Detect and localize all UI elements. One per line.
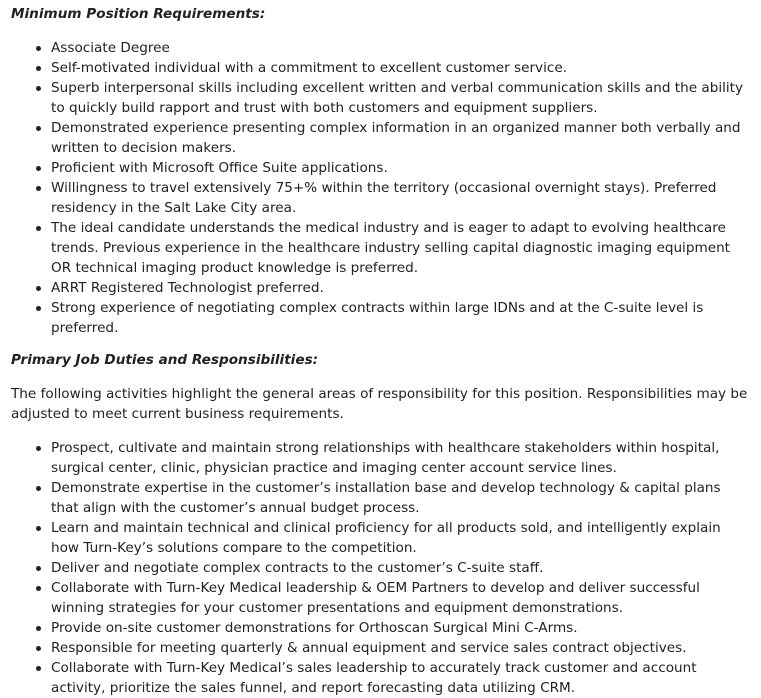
list-item: Learn and maintain technical and clinical proficiency for all products sold, and intelligently explain how Turn-Key’s solutions compare to the competition. <box>51 518 750 558</box>
list-item: Associate Degree <box>51 38 750 58</box>
duties-heading: Primary Job Duties and Responsibilities: <box>11 352 319 368</box>
requirements-heading: Minimum Position Requirements: <box>11 6 266 22</box>
duties-intro: The following activities highlight the general areas of responsibility for this position. Responsibilities may be adjusted to meet current business requirements. <box>11 386 748 422</box>
list-item: Collaborate with Turn-Key Medical’s sales leadership to accurately track customer and account activity, prioritize the sales funnel, and report forecasting data utilizing CRM. <box>51 658 750 698</box>
requirements-list <box>11 38 750 338</box>
list-item: Superb interpersonal skills including excellent written and verbal communication skills and the ability to quickly build rapport and trust with both customers and equipment suppliers. <box>51 78 750 118</box>
list-item: Prospect, cultivate and maintain strong relationships with healthcare stakeholders within hospital, surgical center, clinic, physician practice and imaging center account service lines. <box>51 438 750 478</box>
list-item: Self-motivated individual with a commitment to excellent customer service. <box>51 58 750 78</box>
list-item: Proficient with Microsoft Office Suite applications. <box>51 158 750 178</box>
list-item: Provide on-site customer demonstrations for Orthoscan Surgical Mini C-Arms. <box>51 618 750 638</box>
list-item: Willingness to travel extensively 75+% within the territory (occasional overnight stays). Preferred residency in the Salt Lake City area. <box>51 178 750 218</box>
duties-list <box>11 438 750 698</box>
list-item: ARRT Registered Technologist preferred. <box>51 278 750 298</box>
list-item: The ideal candidate understands the medical industry and is eager to adapt to evolving healthcare trends. Previous experience in the healthcare industry selling capital diagnostic imaging equipment OR technical imaging product knowledge is preferred. <box>51 218 750 278</box>
list-item: Collaborate with Turn-Key Medical leadership & OEM Partners to develop and deliver successful winning strategies for your customer presentations and equipment demonstrations. <box>51 578 750 618</box>
list-item: Strong experience of negotiating complex contracts within large IDNs and at the C-suite level is preferred. <box>51 298 750 338</box>
list-item: Demonstrated experience presenting complex information in an organized manner both verbally and written to decision makers. <box>51 118 750 158</box>
list-item: Deliver and negotiate complex contracts to the customer’s C-suite staff. <box>51 558 750 578</box>
list-item: Demonstrate expertise in the customer’s installation base and develop technology & capital plans that align with the customer’s annual budget process. <box>51 478 750 518</box>
list-item: Responsible for meeting quarterly & annual equipment and service sales contract objectives. <box>51 638 750 658</box>
